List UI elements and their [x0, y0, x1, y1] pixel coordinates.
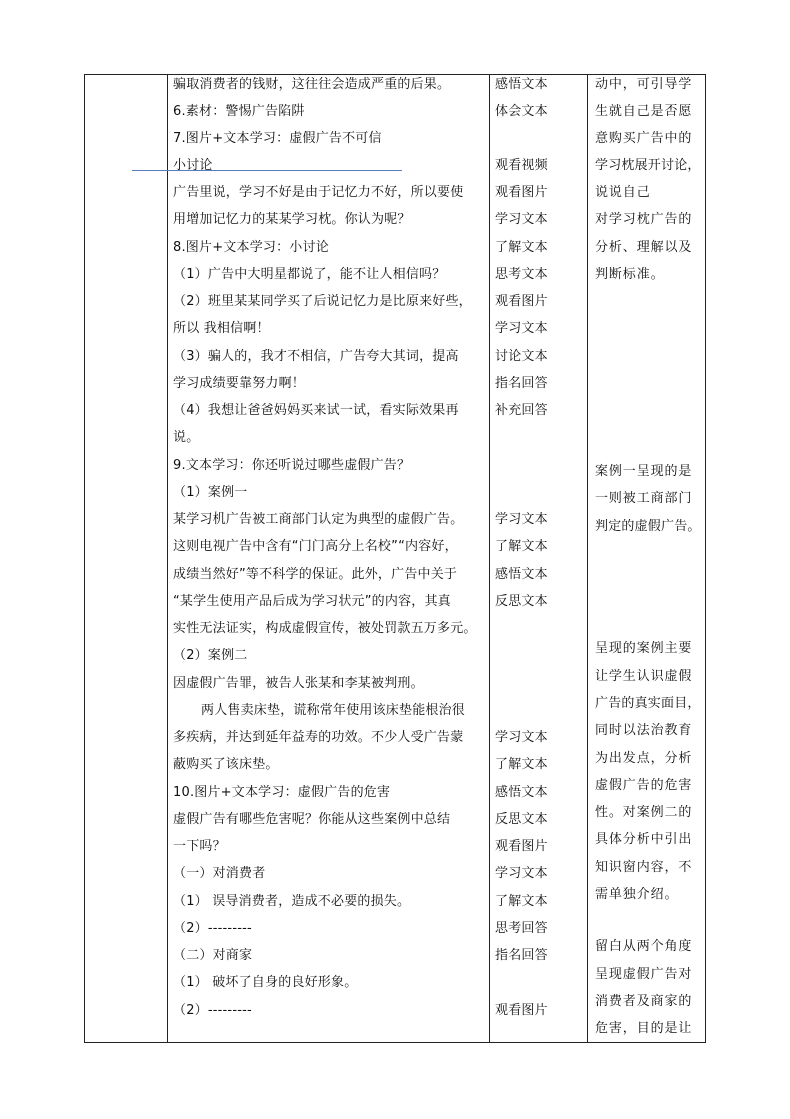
content-line: （2）班里某某同学买了后说记忆力是比原来好些，	[173, 294, 472, 309]
intent-line: 说说自己	[595, 185, 651, 200]
intent-line: 留白从两个角度	[595, 939, 693, 954]
content-line: 6.素材：警惕广告陷阱	[173, 104, 305, 119]
content-line: （1）广告中大明星都说了，能不让人相信吗？	[173, 267, 446, 282]
activity-line: 反思文本	[495, 812, 548, 827]
intent-line: 具体分析中引出	[595, 832, 693, 847]
intent-line: 动中，可引导学	[595, 77, 693, 92]
content-line: （二）对商家	[173, 948, 253, 963]
content-line: 小讨论	[173, 158, 213, 173]
content-line: （2）---------	[173, 921, 252, 936]
intent-line: 需单独介绍。	[595, 887, 679, 902]
activity-line: 观看图片	[495, 839, 548, 854]
content-line: 蔽购买了该床垫。	[173, 757, 279, 772]
column-divider	[167, 75, 168, 1042]
activity-line: 感悟文本	[495, 785, 548, 800]
content-line: （1） 误导消费者，造成不必要的损失。	[173, 894, 411, 909]
content-line: 因虚假广告罪，被告人张某和李某被判刑。	[173, 676, 424, 691]
content-line: 8.图片+文本学习：小讨论	[173, 240, 329, 255]
activity-line: 学习文本	[495, 866, 548, 881]
intent-line: 呈现的案例主要	[595, 641, 693, 656]
activity-line: 了解文本	[495, 240, 548, 255]
intent-line: 一则被工商部门	[595, 491, 693, 506]
activity-line: 体会文本	[495, 104, 548, 119]
intent-line: 学习枕展开讨论，	[595, 158, 701, 173]
content-line: 说。	[173, 430, 200, 445]
content-line: （2）---------	[173, 1003, 252, 1018]
content-line: 成绩当然好”等不科学的保证。此外，广告中关于	[173, 567, 458, 582]
intent-line: 判定的虚假广告。	[595, 519, 701, 534]
content-line: （2）案例二	[173, 648, 248, 663]
activity-line: 思考文本	[495, 267, 548, 282]
content-line: 一下吗？	[173, 839, 226, 854]
content-line: 10.图片+文本学习：虚假广告的危害	[173, 785, 391, 800]
activity-line: 感悟文本	[495, 567, 548, 582]
activity-line: 观看视频	[495, 158, 548, 173]
activity-line: 补充回答	[495, 403, 548, 418]
content-line: 学习成绩要靠努力啊！	[173, 376, 306, 391]
activity-line: 指名回答	[495, 948, 548, 963]
content-line: （1） 破坏了自身的良好形象。	[173, 975, 358, 990]
intent-line: 意购买广告中的	[595, 131, 693, 146]
content-line: 实性无法证实，构成虚假宣传，被处罚款五万多元。	[173, 621, 477, 636]
intent-line: 判断标准。	[595, 267, 665, 282]
intent-line: 知识窗内容，不	[595, 860, 693, 875]
intent-line: 消费者及商家的	[595, 994, 693, 1009]
activity-line: 学习文本	[495, 212, 548, 227]
intent-line: 生就自己是否愿	[595, 104, 693, 119]
content-line: 9.文本学习：你还听说过哪些虚假广告？	[173, 458, 411, 473]
activity-line: 学习文本	[495, 512, 548, 527]
activity-line: 学习文本	[495, 730, 548, 745]
activity-line: 思考回答	[495, 921, 548, 936]
column-divider	[489, 75, 490, 1042]
activity-line: 反思文本	[495, 594, 548, 609]
intent-line: 危害，目的是让	[595, 1021, 693, 1036]
content-line: 7.图片+文本学习：虚假广告不可信	[173, 131, 382, 146]
intent-line: 为出发点，分析	[595, 751, 693, 766]
content-line: （一）对消费者	[173, 866, 266, 881]
column-divider	[587, 75, 588, 1042]
content-line: 用增加记忆力的某某学习枕。你认为呢？	[173, 212, 411, 227]
intent-line: 分析、理解以及	[595, 240, 693, 255]
content-line: 所以 我相信啊！	[173, 321, 270, 336]
intent-line: 对学习枕广告的	[595, 212, 693, 227]
activity-line: 了解文本	[495, 757, 548, 772]
activity-line: 学习文本	[495, 321, 548, 336]
activity-line: 讨论文本	[495, 349, 548, 364]
content-line: （4）我想让爸爸妈妈买来试一试，看实际效果再	[173, 403, 459, 418]
intent-line: 虚假广告的危害	[595, 778, 693, 793]
activity-line: 了解文本	[495, 894, 548, 909]
activity-line: 观看图片	[495, 185, 548, 200]
intent-line: 广告的真实面目，	[595, 696, 701, 711]
content-line: “某学生使用产品后成为学习状元”的内容，其真	[173, 594, 451, 609]
activity-line: 观看图片	[495, 294, 548, 309]
intent-line: 呈现虚假广告对	[595, 967, 693, 982]
content-line: 两人售卖床垫，谎称常年使用该床垫能根治很	[201, 703, 466, 718]
content-line: 骗取消费者的钱财，这往往会造成严重的后果。	[173, 77, 451, 92]
content-line: 广告里说，学习不好是由于记忆力不好，所以要使	[173, 185, 464, 200]
activity-line: 感悟文本	[495, 77, 548, 92]
content-line: 虚假广告有哪些危害呢？你能从这些案例中总结	[173, 812, 451, 827]
content-line: 这则电视广告中含有“门门高分上名校”“内容好，	[173, 539, 458, 554]
activity-line: 观看图片	[495, 1003, 548, 1018]
content-line: （1）案例一	[173, 485, 248, 500]
content-line: （3）骗人的，我才不相信，广告夸大其词，提高	[173, 349, 459, 364]
intent-line: 案例一呈现的是	[595, 464, 693, 479]
intent-line: 让学生认识虚假	[595, 669, 693, 684]
activity-line: 了解文本	[495, 539, 548, 554]
intent-line: 性。对案例二的	[595, 805, 693, 820]
content-line: 某学习机广告被工商部门认定为典型的虚假广告。	[173, 512, 464, 527]
content-line: 多疾病，并达到延年益寿的功效。不少人受广告蒙	[173, 730, 464, 745]
activity-line: 指名回答	[495, 376, 548, 391]
intent-line: 同时以法治教育	[595, 723, 693, 738]
